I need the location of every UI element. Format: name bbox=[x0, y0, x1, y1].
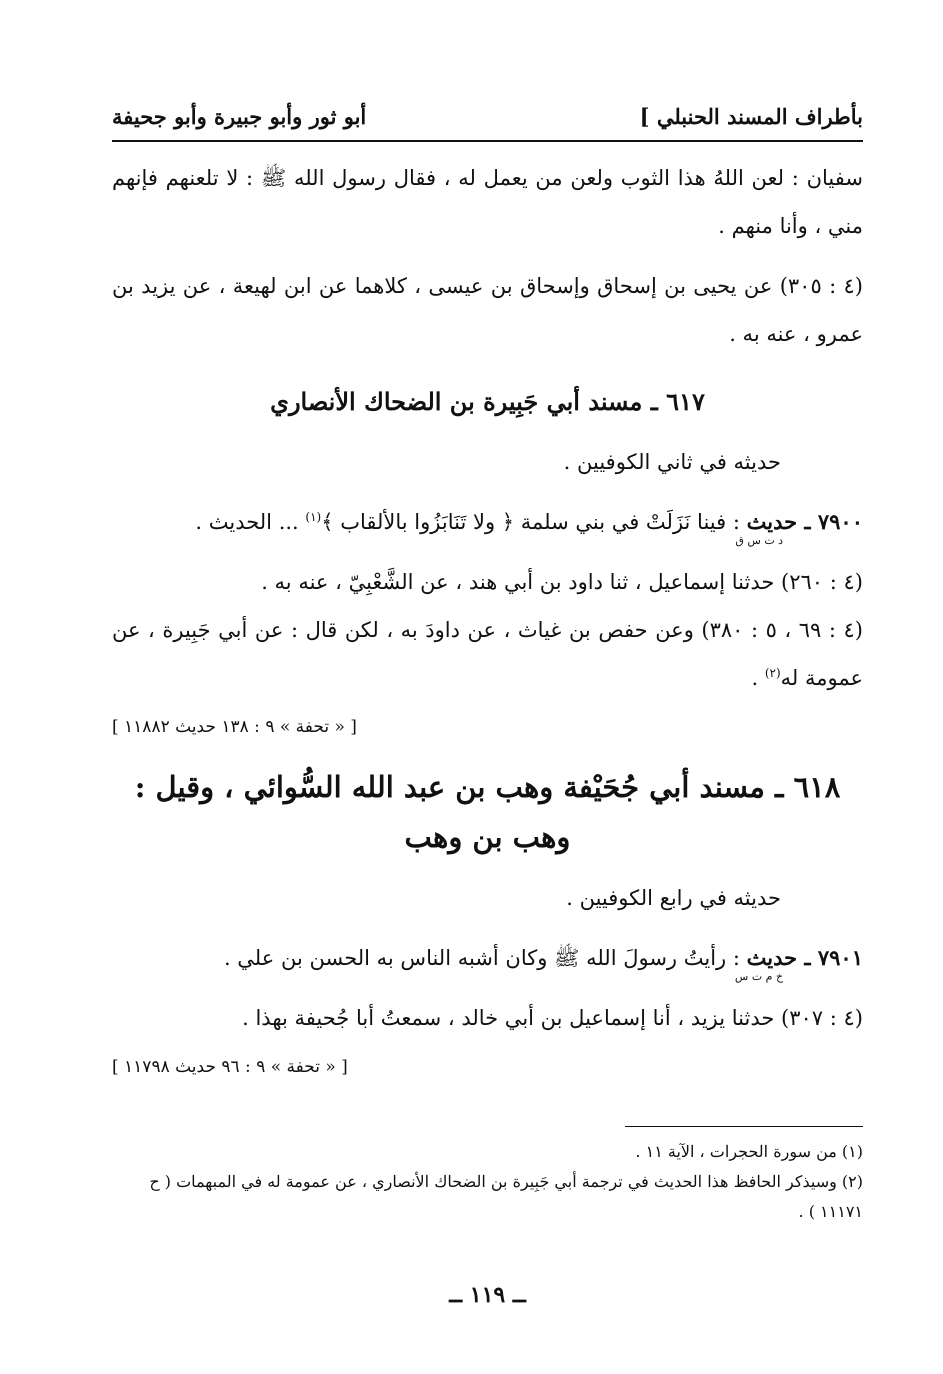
header-book-title: بأطراف المسند الحنبلي ] bbox=[639, 104, 863, 129]
hadith-7901-word bbox=[734, 945, 798, 983]
paragraph-isnad: (٤ : ٣٠٥) عن يحيى بن إسحاق وإسحاق بن عيسى ، كلاهما عن ابن لهيعة ، عن يزيد بن عمرو ، عنه به . bbox=[112, 274, 863, 346]
hadith-7900-number: ٧٩٠٠ bbox=[817, 509, 863, 534]
footnote-divider bbox=[625, 1126, 863, 1127]
footnote-marker-1: (١) bbox=[305, 510, 322, 524]
header-chapter-title: أبو ثور وأبو جبيرة وأبو جحيفة bbox=[112, 104, 367, 129]
tuhfa-reference-618-text: [ « تحفة » ٩ : ٩٦ حديث ١١٧٩٨ ] bbox=[112, 1057, 348, 1077]
hadith-7901-dash: ـ bbox=[797, 945, 818, 970]
hadith-7900-isnad-2-text: (٤ : ٦٩ ، ٥ : ٣٨٠) وعن حفص بن غياث ، عن داودَ به ، لكن قال : عن أبي جَبِيرة ، عن عمومة له bbox=[112, 618, 863, 690]
hadith-7900-word bbox=[735, 509, 798, 547]
hadith-7900-text: : فينا نَزَلَتْ في بني سلمة ﴿ ولا تَنَابَزُوا بالألقاب ﴾ bbox=[321, 510, 747, 534]
footnote-2: (٢) وسيذكر الحافظ هذا الحديث في ترجمة أبي جَبِيرة بن الضحاك الأنصاري ، عن عمومة له في المبهمات ( ح ١١١٧١ ) . bbox=[149, 1172, 863, 1221]
hadith-7900-dash: ـ bbox=[797, 509, 818, 534]
footnotes bbox=[112, 1126, 863, 1227]
hadith-7901-sigla: خ م ت س bbox=[734, 970, 784, 983]
section-617-intro: حديثه في ثاني الكوفيين . bbox=[563, 450, 781, 474]
running-header bbox=[112, 96, 863, 142]
hadith-7900-isnad-1: (٤ : ٢٦٠) حدثنا إسماعيل ، ثنا داود بن أبي هند ، عن الشَّعْبِيّ ، عنه به . bbox=[261, 570, 863, 594]
section-617-title: ٦١٧ ـ مسند أبي جَبِيرة بن الضحاك الأنصاري bbox=[270, 387, 705, 416]
hadith-7901-isnad-1: (٤ : ٣٠٧) حدثنا يزيد ، أنا إسماعيل بن أبي خالد ، سمعتُ أبا جُحيفة بهذا . bbox=[242, 1006, 863, 1030]
hadith-7900-tail: ... الحديث . bbox=[195, 510, 306, 534]
hadith-7900-isnad-2-tail: . bbox=[751, 666, 765, 690]
hadith-7900-isnad-2 bbox=[112, 606, 863, 702]
hadith-7901-word-text: حديث bbox=[746, 945, 798, 970]
section-618-title: ٦١٨ ـ مسند أبي جُحَيْفة وهب بن عبد الله السُّوائي ، وقيل : وهب بن وهب bbox=[134, 770, 841, 854]
page-number: ــ ١١٩ ــ bbox=[449, 1282, 526, 1308]
footnote-1: (١) من سورة الحجرات ، الآية ١١ . bbox=[635, 1142, 863, 1161]
hadith-7901-number: ٧٩٠١ bbox=[817, 945, 863, 970]
footnote-marker-2: (٢) bbox=[764, 666, 781, 680]
tuhfa-reference-617 bbox=[112, 712, 863, 742]
hadith-7900 bbox=[112, 498, 863, 546]
tuhfa-reference-617-text: [ « تحفة » ٩ : ١٣٨ حديث ١١٨٨٢ ] bbox=[112, 717, 357, 737]
section-618-intro: حديثه في رابع الكوفيين . bbox=[566, 886, 781, 910]
hadith-7900-word-text: حديث bbox=[746, 509, 798, 534]
hadith-7900-sigla: د ت س ق bbox=[735, 534, 784, 547]
paragraph-continuation: سفيان : لعن اللهُ هذا الثوب ولعن من يعمل له ، فقال رسول الله ﷺ : لا تلعنهم فإنهم مني ، وأنا منهم . bbox=[112, 166, 863, 238]
hadith-7901-text: : رأيتُ رسولَ الله ﷺ وكان أشبه الناس به الحسن بن علي . bbox=[223, 946, 747, 970]
hadith-7901 bbox=[112, 934, 863, 982]
tuhfa-reference-618 bbox=[112, 1052, 863, 1082]
book-page bbox=[112, 96, 863, 1334]
